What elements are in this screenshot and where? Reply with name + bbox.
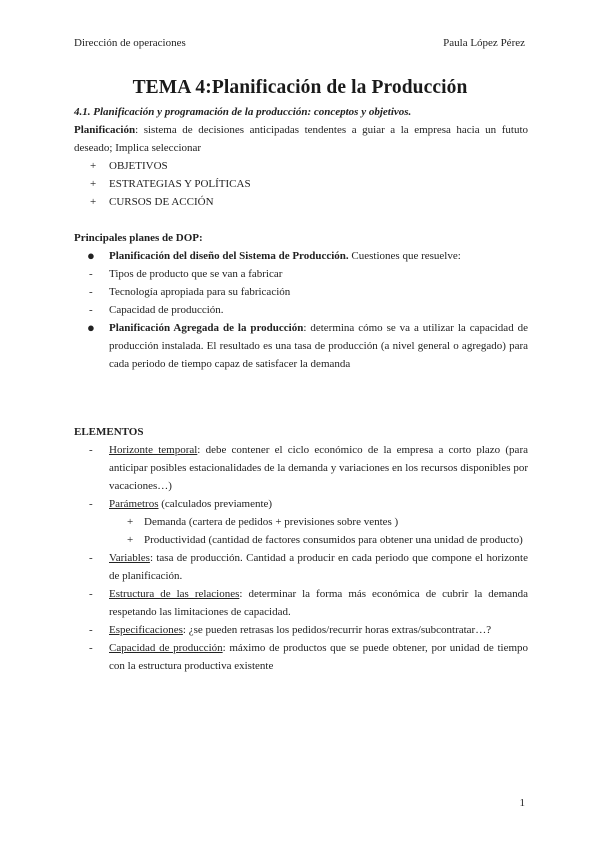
parametros-text: (calculados previamente) — [158, 498, 273, 510]
section-subtitle: 4.1. Planificación y programación de la producción: conceptos y objetivos. — [74, 106, 412, 118]
plan1-text: Cuestiones que resuelve: — [348, 250, 461, 262]
list-item-text: Tecnología apropiada para su fabricación — [109, 286, 291, 298]
list-item — [74, 247, 528, 265]
plan2-title: Planificación Agregada de la producción — [109, 322, 304, 334]
list-item-text: Capacidad de producción. — [109, 304, 224, 316]
estructura-term: Estructura de las relaciones — [109, 588, 240, 600]
list-item-text: ESTRATEGIAS Y POLÍTICAS — [109, 178, 251, 190]
especificaciones-text: : ¿se pueden retrasas los pedidos/recurrir horas extras/subcontratar…? — [182, 624, 492, 636]
dash-marker: - — [89, 444, 93, 456]
list-item — [74, 283, 528, 301]
dash-marker: - — [89, 498, 93, 510]
especificaciones-term: Especificaciones — [109, 624, 183, 636]
elements-list — [74, 441, 528, 513]
list-item — [74, 495, 528, 513]
document-body — [74, 103, 528, 675]
list-item — [74, 585, 528, 621]
plans-heading — [74, 229, 528, 247]
list-item — [74, 621, 528, 639]
page-number: 1 — [519, 797, 525, 809]
header-course: Dirección de operaciones — [74, 37, 186, 49]
bullet-marker: ● — [87, 248, 95, 263]
list-item — [74, 157, 528, 175]
plus-marker: + — [127, 534, 134, 546]
dash-marker: - — [89, 552, 93, 564]
dash-marker: - — [89, 304, 93, 316]
plan1-bullet — [74, 247, 528, 265]
page-title: TEMA 4:Planificación de la Producción — [132, 77, 468, 98]
dash-marker: - — [89, 588, 93, 600]
planificacion-term: Planificación — [74, 124, 136, 136]
planificacion-definition — [74, 121, 528, 157]
header-author: Paula López Pérez — [443, 37, 525, 49]
capacidad-term: Capacidad de producción — [109, 642, 223, 654]
planificacion-text: : sistema de decisiones anticipadas tendentes a guiar a la empresa hacia un fututo deseado; Implica seleccionar — [74, 124, 528, 154]
capacidad-text: : máximo de productos que se puede obtener, por unidad de tiempo con la estructura productiva existente — [109, 642, 529, 672]
plan1-questions — [74, 265, 528, 319]
horizonte-term: Horizonte temporal — [109, 444, 198, 456]
dash-marker: - — [89, 268, 93, 280]
parametros-term: Parámetros — [109, 498, 159, 510]
plus-marker: + — [90, 196, 97, 208]
elements-list-continued — [74, 549, 528, 675]
plus-marker: + — [127, 516, 134, 528]
list-item — [74, 513, 528, 531]
list-item — [74, 531, 528, 549]
estructura-text: : determinar la forma más económica de cubrir la demanda respetando las limitaciones de capacidad. — [109, 588, 528, 618]
dash-marker: - — [89, 624, 93, 636]
list-item — [74, 265, 528, 283]
list-item-text: Productividad (cantidad de factores consumidos para obtener una unidad de producto) — [144, 534, 523, 546]
list-item — [74, 639, 528, 675]
list-item — [74, 301, 528, 319]
plan1-title: Planificación del diseño del Sistema de Producción. — [109, 250, 349, 262]
list-item — [74, 441, 528, 495]
plus-marker: + — [90, 178, 97, 190]
dash-marker: - — [89, 286, 93, 298]
plan2-bullet — [74, 319, 528, 373]
list-item — [74, 193, 528, 211]
list-item-text: OBJETIVOS — [109, 160, 168, 172]
list-item — [74, 319, 528, 373]
dash-marker: - — [89, 642, 93, 654]
list-item — [74, 549, 528, 585]
horizonte-text: : debe contener el ciclo económico de la empresa a corto plazo (para anticipar posibles estacionalidades de la demanda y variaciones en los recursos disponibles por vacaciones…) — [109, 444, 528, 492]
plans-heading-text: Principales planes de DOP: — [74, 232, 203, 244]
plan2-text: : determina cómo se va a utilizar la capacidad de producción instalada. El resultado es una tasa de producción (a nivel general o agregado) para cada periodo de tiempo capaz de satisfacer la demanda — [109, 322, 528, 370]
bullet-marker: ● — [87, 320, 95, 335]
seleccionar-list — [74, 157, 528, 211]
elements-heading — [74, 423, 528, 441]
parametros-sublist — [74, 513, 528, 549]
variables-term: Variables — [109, 552, 150, 564]
variables-text: : tasa de producción. Cantidad a producir en cada periodo que compone el horizonte de planificación. — [109, 552, 528, 582]
list-item-text: CURSOS DE ACCIÓN — [109, 196, 214, 208]
list-item-text: Demanda (cartera de pedidos + previsiones sobre ventes ) — [144, 516, 399, 528]
plus-marker: + — [90, 160, 97, 172]
list-item-text: Tipos de producto que se van a fabricar — [109, 268, 283, 280]
list-item — [74, 175, 528, 193]
elements-heading-text: ELEMENTOS — [74, 426, 144, 438]
